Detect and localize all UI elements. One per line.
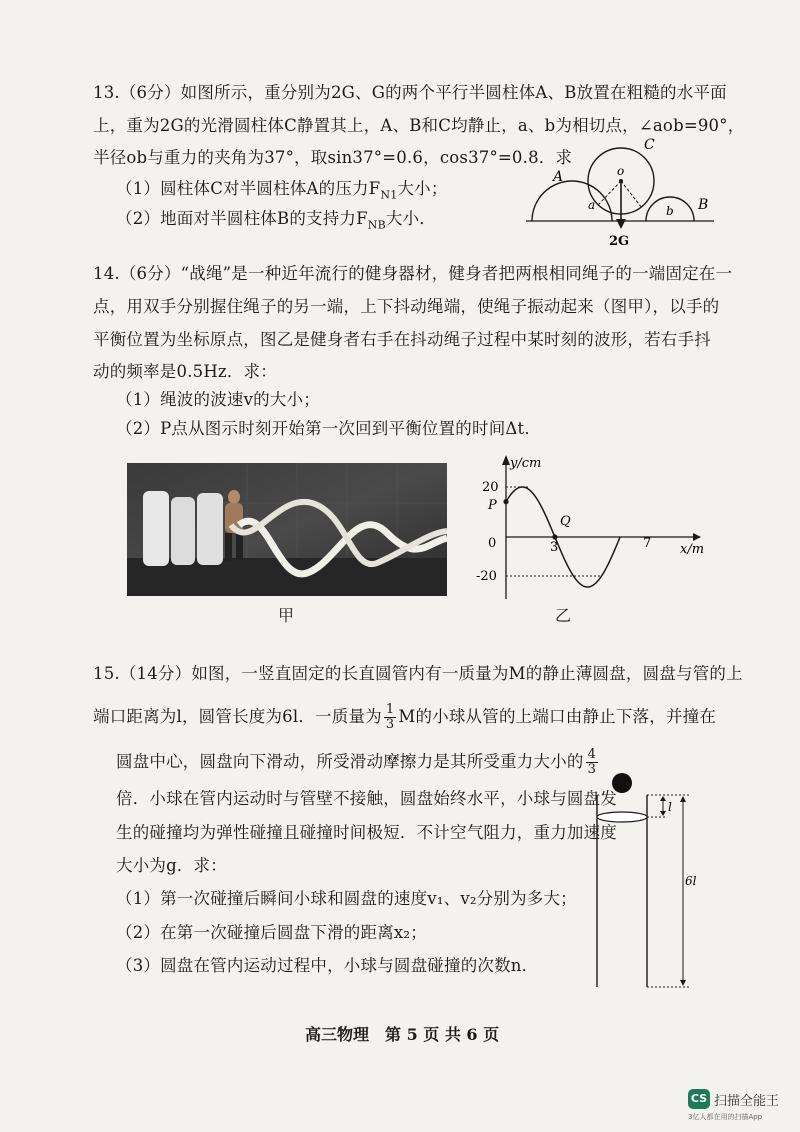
watermark-tagline: 3亿人都在用的扫描App	[688, 1113, 763, 1121]
q15-line2	[93, 703, 716, 732]
q15-line4: 倍．小球在管内运动时与管壁不接触，圆盘始终水平，小球与圆盘发	[116, 789, 617, 808]
q15-tube-figure	[585, 762, 705, 995]
y-axis-arrow	[502, 455, 510, 465]
q13-line2: 上，重为2G的光滑圆柱体C静置其上，A、B和C均静止，a、b为相切点，∠aob=90°，	[93, 116, 745, 135]
point-p-marker	[503, 499, 508, 504]
wave-graph	[468, 449, 718, 609]
q13-figure	[520, 135, 720, 250]
person-leg-right	[236, 533, 243, 561]
q15-line6: 大小为g．求：	[116, 856, 227, 875]
q14-sub1: （1）绳波的波速v的大小；	[116, 390, 320, 409]
q14-line4: 动的频率是0.5Hz．求：	[93, 362, 277, 381]
label-c: C	[644, 137, 655, 153]
q14-sub2: （2）P点从图示时刻开始第一次回到平衡位置的时间Δt．	[116, 419, 542, 438]
q13-sub1-subscript: N1	[380, 188, 398, 202]
drum-3	[197, 493, 223, 565]
q15-line2-tail: M的小球从管的上端口由静止下落，并撞在	[398, 707, 717, 726]
gravity-arrow-head	[616, 219, 626, 229]
label-l: l	[668, 800, 672, 814]
point-q-label: Q	[560, 514, 571, 529]
drum-1	[143, 491, 169, 566]
q14-line1: 14.（6分）“战绳”是一种近年流行的健身器材，健身者把两根相同绳子的一端固定在一	[93, 264, 733, 283]
q15-line5: 生的碰撞均为弹性碰撞且碰撞时间极短．不计空气阻力，重力加速度	[116, 823, 617, 842]
label-a-small: a	[588, 198, 596, 212]
q13-sub1-text: （1）圆柱体C对半圆柱体A的压力F	[116, 179, 381, 198]
frac-num: 1	[385, 702, 395, 717]
frac-den: 3	[587, 762, 597, 777]
x-axis-label: x/m	[680, 542, 705, 557]
label-b-big: B	[698, 197, 709, 213]
x-axis-arrow	[693, 533, 701, 541]
origin-label: 0	[488, 536, 497, 551]
q15-sub2: （2）在第一次碰撞后圆盘下滑的距离x₂；	[116, 923, 427, 942]
q13-sub1-tail: 大小；	[397, 179, 448, 198]
q13-line1: 13.（6分）如图所示，重分别为2G、G的两个平行半圆柱体A、B放置在粗糙的水平面	[93, 83, 727, 102]
q15-line1: 15.（14分）如图，一竖直固定的长直圆管内有一质量为M的静止薄圆盘，圆盘与管的上	[93, 664, 743, 683]
q13-sub1	[116, 178, 448, 206]
label-b-small: b	[666, 204, 674, 218]
battle-rope-photo	[127, 463, 447, 596]
watermark-brand: 扫描全能王	[714, 1094, 780, 1109]
center-point	[619, 179, 623, 183]
q15-frac-1-3	[384, 703, 396, 732]
caption-jia: 甲	[278, 606, 295, 625]
frac-num: 4	[587, 747, 597, 762]
x-tick-7: 7	[643, 536, 652, 551]
q14-line3: 平衡位置为坐标原点，图乙是健身者右手在抖动绳子过程中某时刻的波形，若右手抖	[93, 330, 711, 349]
label-6l: 6l	[685, 874, 697, 888]
y-tick-top: 20	[482, 480, 499, 495]
frac-den: 3	[385, 717, 395, 732]
disk	[597, 812, 647, 822]
radius-ob	[621, 181, 642, 208]
y-tick-bottom: -20	[476, 569, 497, 584]
point-p-label: P	[488, 498, 497, 513]
q13-sub2	[116, 208, 436, 236]
q15-line3	[116, 748, 600, 777]
caption-yi: 乙	[555, 606, 572, 625]
ball	[612, 773, 632, 793]
q13-line3: 半径ob与重力的夹角为37°，取sin37°=0.6，cos37°=0.8．求	[93, 148, 573, 167]
label-force: 2G	[609, 234, 630, 249]
q15-line3-text: 圆盘中心，圆盘向下滑动，所受滑动摩擦力是其所受重力大小的	[116, 752, 584, 771]
person-leg-left	[225, 533, 232, 561]
cs-logo-icon: CS	[688, 1089, 710, 1109]
scanner-watermark	[688, 1085, 788, 1125]
semicylinder-a	[532, 181, 612, 221]
q14-line2: 点，用双手分别握住绳子的另一端，上下抖动绳端，使绳子振动起来（图甲），以手的	[93, 297, 720, 316]
q13-sub2-tail: 大小．	[385, 209, 436, 228]
page-footer: 高三物理 第 5 页 共 6 页	[305, 1025, 500, 1044]
y-axis-label: y/cm	[510, 456, 542, 471]
label-a-big: A	[553, 169, 564, 185]
point-q-marker	[552, 534, 557, 539]
q13-sub2-subscript: NB	[367, 218, 386, 232]
q15-sub3: （3）圆盘在管内运动过程中，小球与圆盘碰撞的次数n．	[116, 956, 539, 975]
person-head	[228, 490, 240, 504]
label-o: o	[617, 164, 625, 178]
q15-sub1: （1）第一次碰撞后瞬间小球和圆盘的速度v₁、v₂分别为多大；	[116, 889, 577, 908]
q13-sub2-text: （2）地面对半圆柱体B的支持力F	[116, 209, 368, 228]
drum-2	[171, 497, 195, 565]
q15-line2-text: 端口距离为l，圆管长度为6l．一质量为	[93, 707, 382, 726]
x-tick-3: 3	[550, 540, 559, 555]
